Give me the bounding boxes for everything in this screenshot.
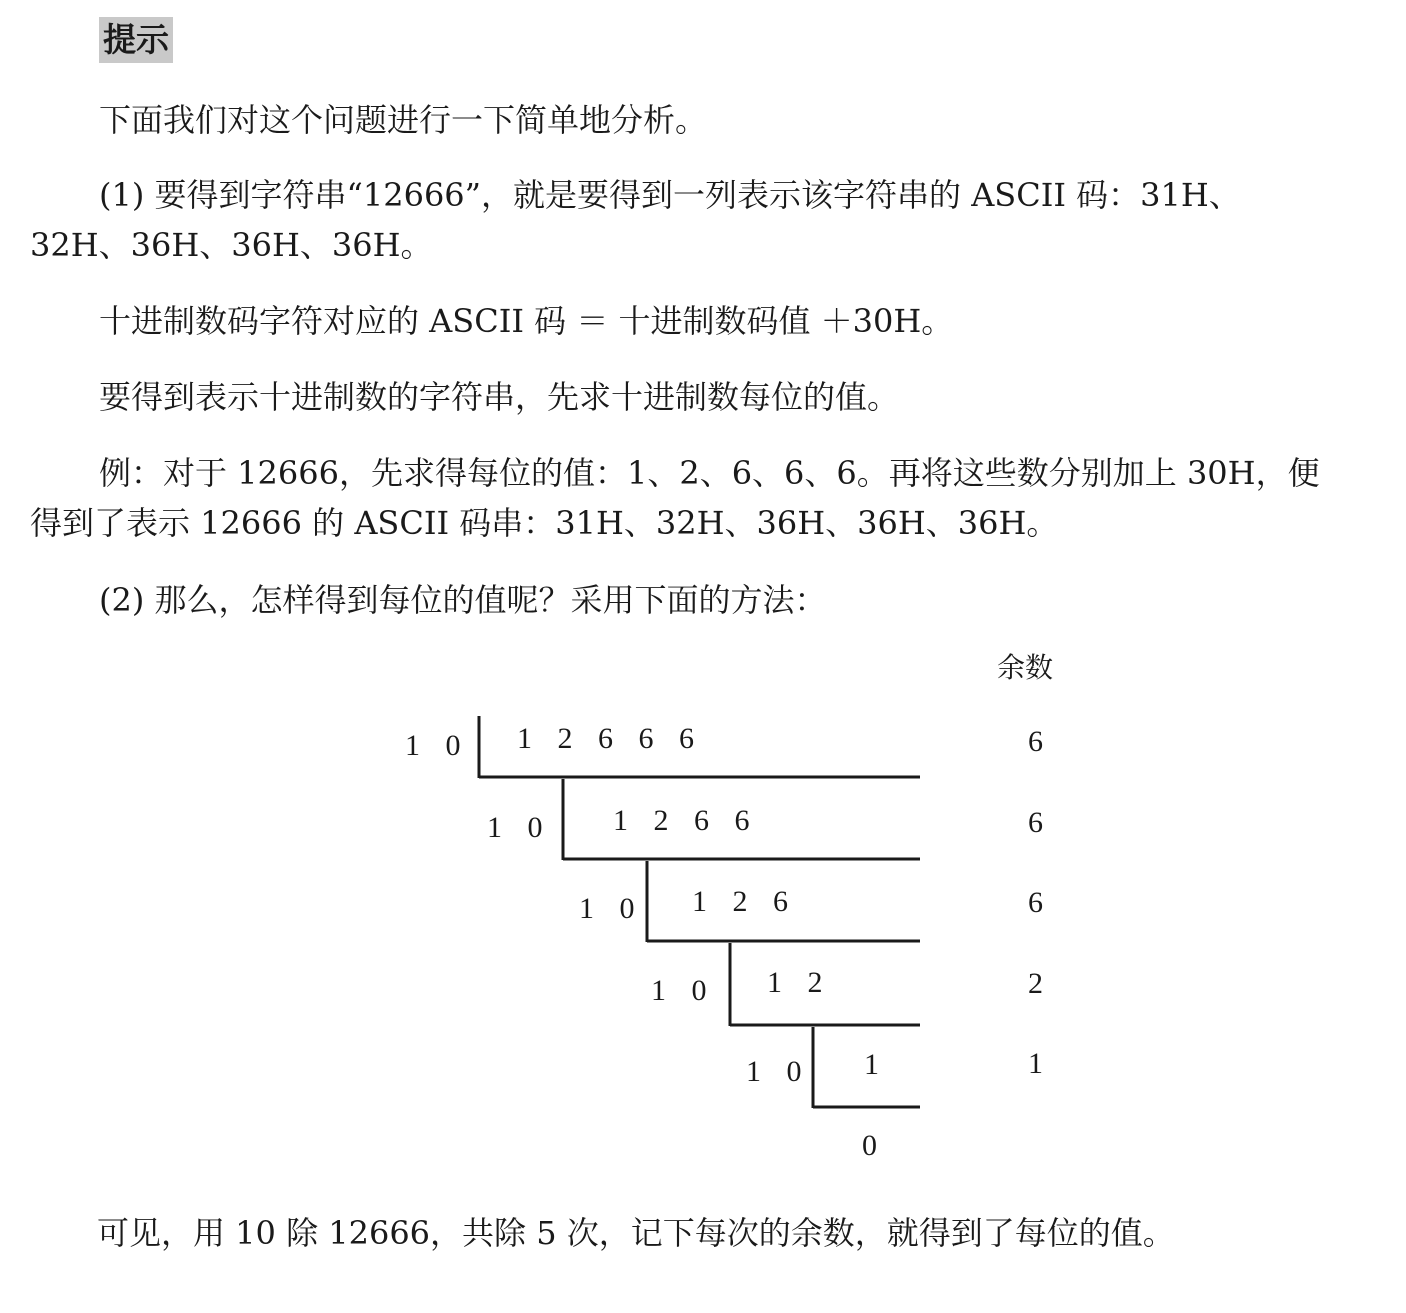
- division-remainder: 6: [1028, 725, 1043, 758]
- division-remainder: 2: [1028, 967, 1043, 1000]
- example-line2: 得到了表示 12666 的 ASCII 码串：31H、32H、36H、36H、36H。: [30, 504, 1059, 542]
- division-divisor: 1 0: [746, 1055, 811, 1088]
- division-divisor: 1 0: [405, 729, 470, 762]
- formula-paragraph: 十进制数码字符对应的 ASCII 码 ＝ 十进制数码值 ＋30H。: [99, 302, 954, 340]
- division-remainder: 1: [1028, 1047, 1043, 1080]
- step1-line1: (1) 要得到字符串“12666”，就是要得到一列表示该字符串的 ASCII 码：31H、: [99, 176, 1241, 214]
- section-heading: 提示: [99, 17, 173, 63]
- division-remainder: 6: [1028, 806, 1043, 839]
- digits-note-paragraph: 要得到表示十进制数的字符串，先求十进制数每位的值。: [99, 378, 900, 416]
- step2-paragraph: (2) 那么，怎样得到每位的值呢？采用下面的方法：: [99, 581, 827, 619]
- division-divisor: 1 0: [579, 892, 644, 925]
- division-divisor: 1 0: [487, 811, 552, 844]
- division-dividend: 1 2 6: [692, 885, 797, 918]
- example-line1: 例：对于 12666，先求得每位的值：1、2、6、6、6。再将这些数分别加上 30H，便: [99, 454, 1320, 492]
- division-dividend: 1 2 6 6 6: [517, 722, 703, 755]
- final-quotient: 0: [862, 1129, 877, 1162]
- division-dividend: 1 2 6 6: [613, 804, 759, 837]
- step1-line2: 32H、36H、36H、36H。: [30, 226, 433, 264]
- division-divisor: 1 0: [651, 974, 716, 1007]
- intro-paragraph: 下面我们对这个问题进行一下简单地分析。: [99, 101, 708, 139]
- conclusion-paragraph: 可见，用 10 除 12666，共除 5 次，记下每次的余数，就得到了每位的值。: [97, 1214, 1175, 1252]
- division-dividend: 1 2: [767, 966, 832, 999]
- division-dividend: 1: [864, 1048, 888, 1081]
- division-remainder: 6: [1028, 886, 1043, 919]
- remainder-header: 余数: [997, 651, 1054, 684]
